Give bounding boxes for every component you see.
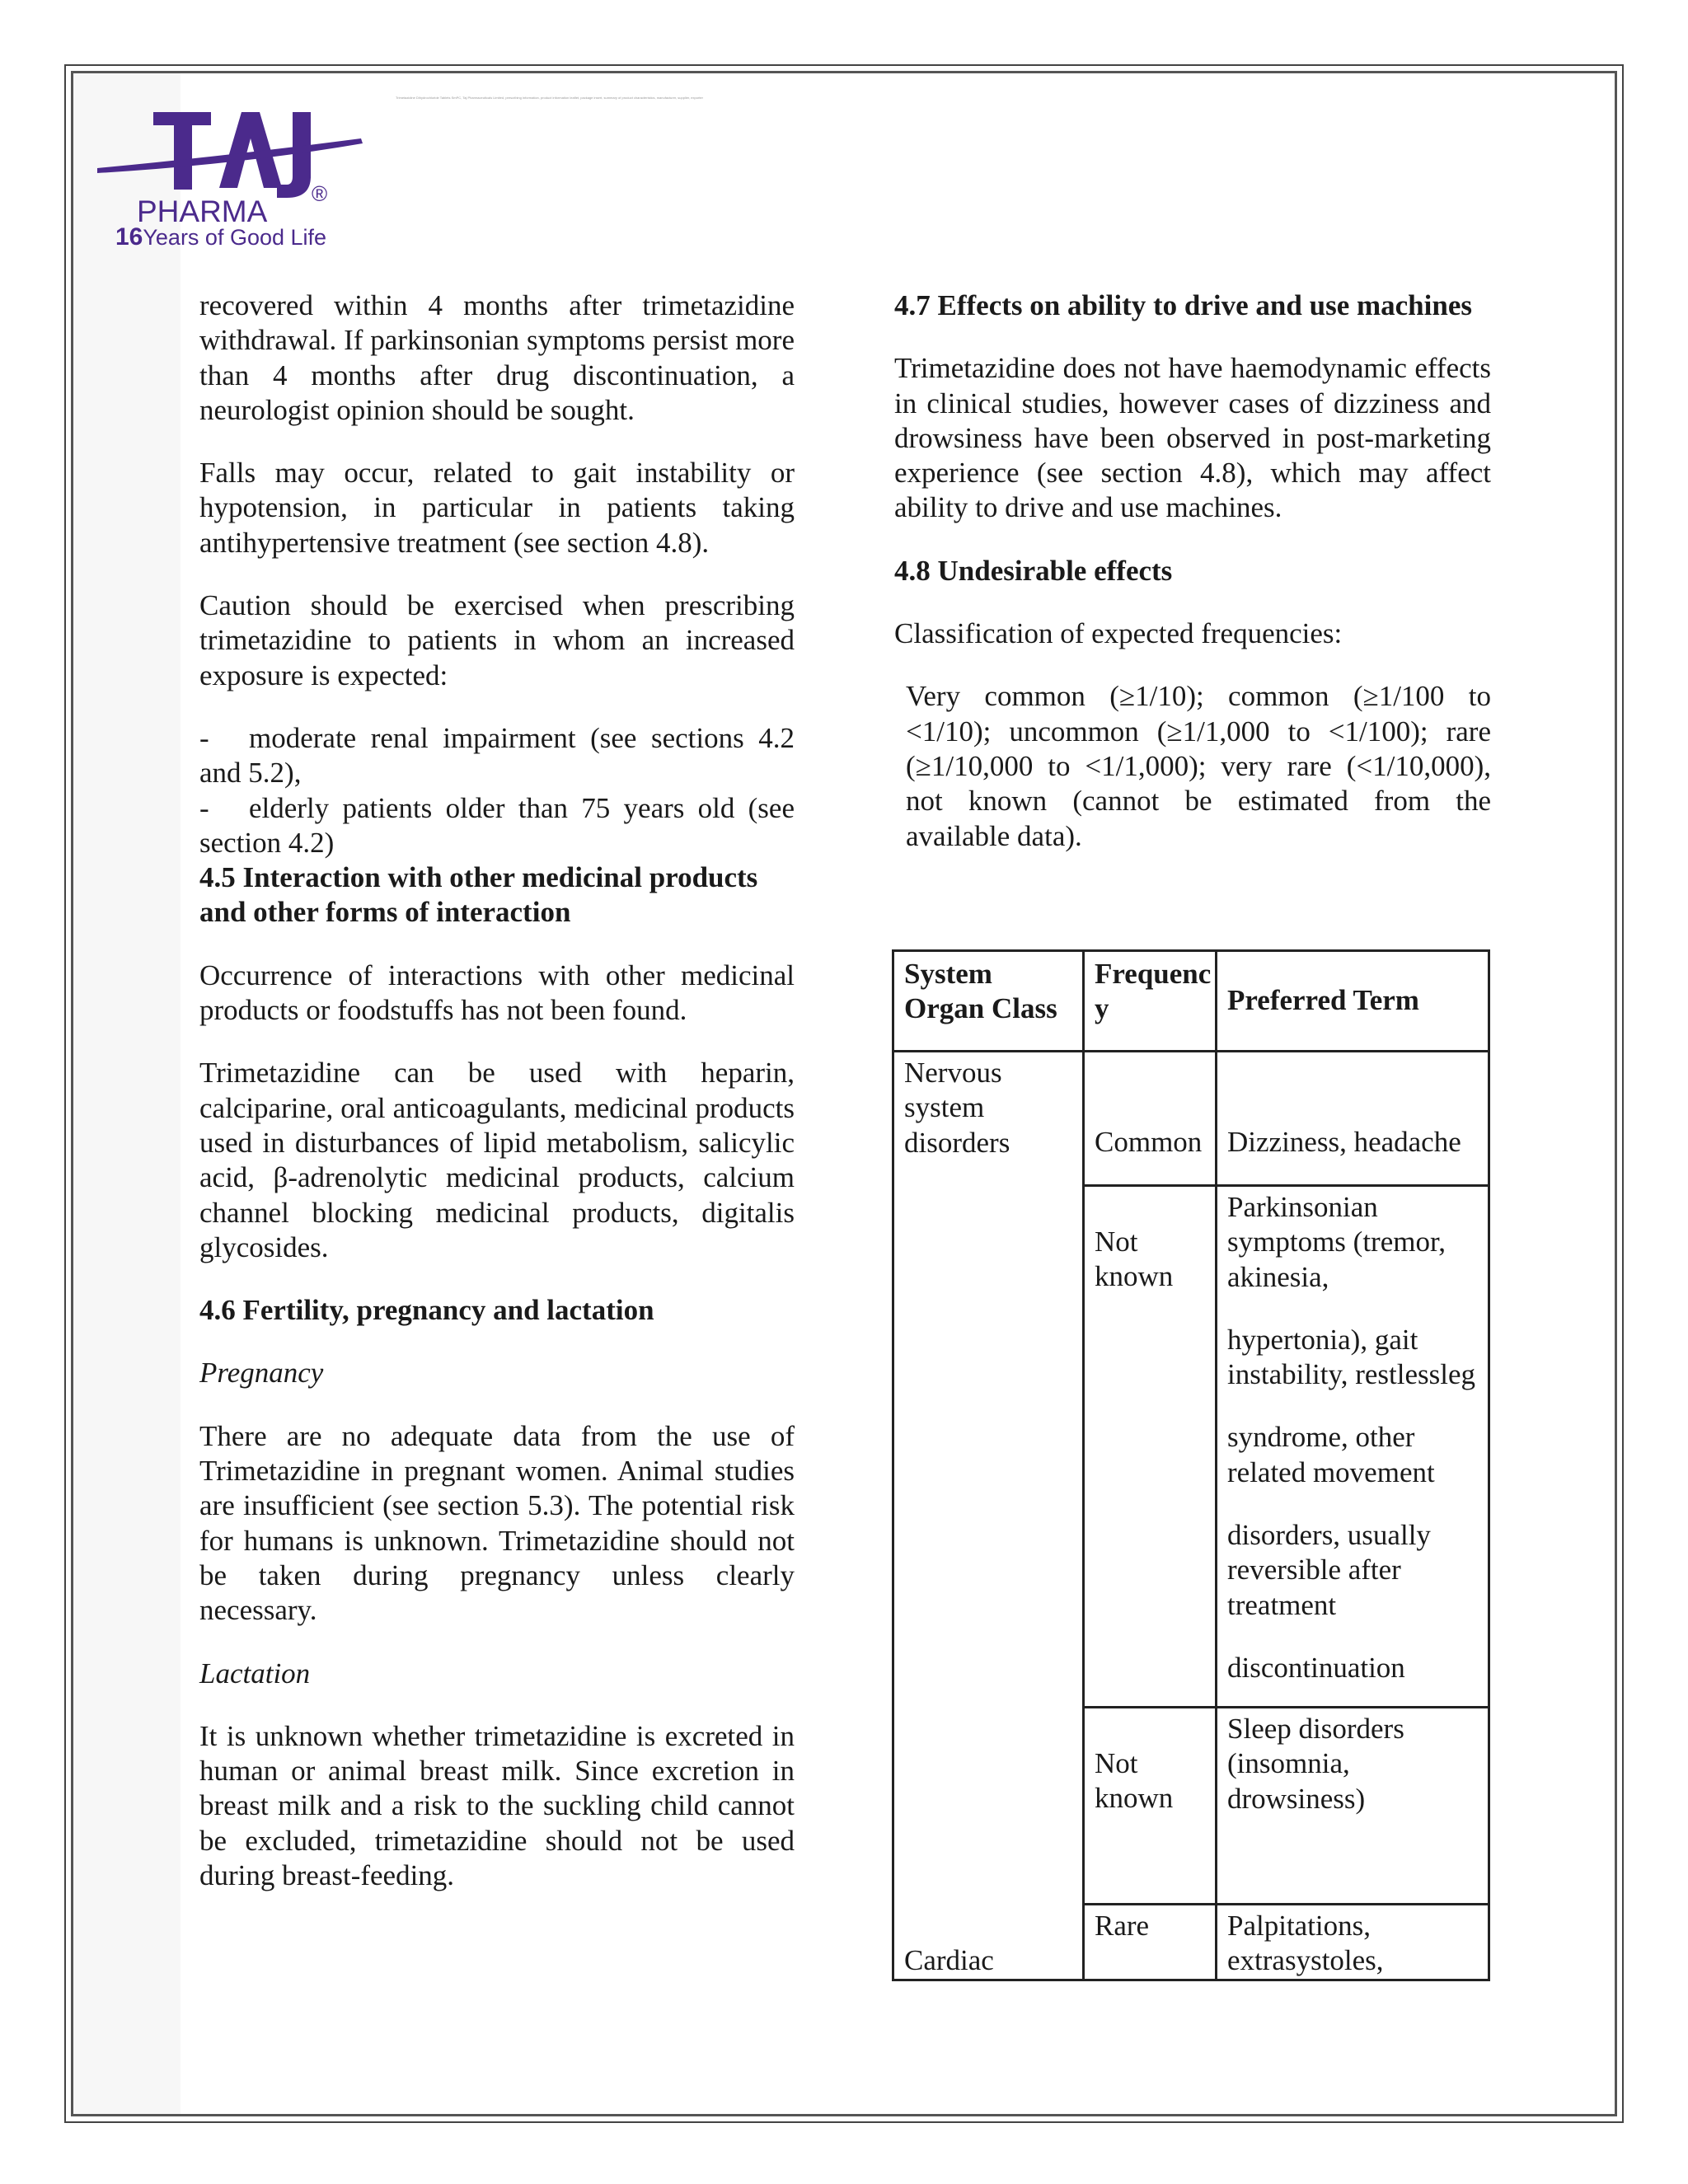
subheading-pregnancy: Pregnancy — [199, 1357, 324, 1390]
cell-frequency: Not known — [1084, 1708, 1217, 1905]
term-line: discontinuation — [1227, 1651, 1405, 1684]
table-row — [893, 1905, 1489, 1980]
logo-years-number: 16 — [115, 223, 143, 251]
section-heading-4-7: 4.7 Effects on ability to drive and use machines — [894, 289, 1472, 321]
paragraph: There are no adequate data from the use of Trimetazidine in pregnant women. Animal studies are insufficient (see section 5.3). The potential risk for humans is unknown. Trimetazidine should not be taken during pregnancy unless clearly necessary. — [199, 1419, 795, 1627]
list-dash: - — [199, 791, 209, 824]
cell-preferred-term: Dizziness, headache — [1217, 1052, 1489, 1186]
header-tagline: Trimetazidine Dihydrochloride Tablets SmPC, Taj Pharmaceuticals Limited, prescribing information, product information leaflet, package insert, summary of product characteristics, manufacturer, supplier, exporter — [396, 96, 703, 100]
logo-years-text: Years of Good Life — [143, 225, 327, 250]
right-column — [894, 288, 1491, 854]
section-heading-4-8: 4.8 Undesirable effects — [894, 554, 1173, 587]
paragraph: Occurrence of interactions with other medicinal products or foodstuffs has not been found. — [199, 958, 795, 1027]
cell-frequency: Rare — [1084, 1905, 1217, 1980]
table-header-row — [893, 951, 1489, 1052]
column-header: System Organ Class — [893, 951, 1084, 1052]
list-item — [199, 791, 795, 861]
paragraph: It is unknown whether trimetazidine is excreted in human or animal breast milk. Since excretion in breast milk and a risk to the suckling child cannot be excluded, trimetazidine should not be used during breast-feeding. — [199, 1719, 795, 1891]
paragraph: Classification of expected frequencies: — [894, 617, 1343, 650]
paragraph: Falls may occur, related to gait instability or hypotension, in particular in patients taking antihypertensive treatment (see section 4.8). — [199, 457, 795, 559]
cell-preferred-term: Sleep disorders (insomnia, drowsiness) — [1217, 1708, 1489, 1905]
adverse-effects-table — [892, 949, 1490, 1981]
term-line: hypertonia), gait instability, restlessleg — [1227, 1323, 1476, 1391]
logo-tagline — [115, 223, 326, 251]
term-line: disorders, usually reversible after treatment — [1227, 1519, 1431, 1621]
section-heading-4-6: 4.6 Fertility, pregnancy and lactation — [199, 1294, 654, 1327]
column-header: Frequenc y — [1084, 951, 1217, 1052]
list-item — [199, 721, 795, 791]
paragraph: recovered within 4 months after trimetazidine withdrawal. If parkinsonian symptoms persist more than 4 months after drug discontinuation, a neurologist opinion should be sought. — [199, 289, 795, 426]
paragraph: Caution should be exercised when prescribing trimetazidine to patients in whom an increased exposure is expected: — [199, 589, 795, 691]
cell-system-organ-class: Nervous system disorders — [893, 1052, 1084, 1905]
column-header: Preferred Term — [1217, 951, 1489, 1052]
frequency-definitions: Very common (≥1/10); common (≥1/100 to <1/10); uncommon (≥1/1,000 to <1/100); rare (≥1/10,000 to <1/1,000); very rare (<1/10,000), not known (cannot be estimated from the available data). — [906, 680, 1491, 852]
list-item-text: moderate renal impairment (see sections 4.2 and 5.2), — [199, 721, 795, 790]
logo-pharma-text: PHARMA — [137, 194, 268, 228]
left-margin-strip — [73, 73, 181, 2114]
term-line: syndrome, other related movement — [1227, 1421, 1435, 1488]
registered-mark: ® — [312, 181, 328, 206]
table-row — [893, 1052, 1489, 1186]
cell-preferred-term — [1217, 1186, 1489, 1708]
left-column — [199, 288, 795, 1893]
section-heading-4-5: 4.5 Interaction with other medicinal products and other forms of interaction — [199, 861, 758, 929]
cell-system-organ-class: Cardiac — [893, 1905, 1084, 1980]
cell-frequency: Not known — [1084, 1186, 1217, 1708]
cell-frequency: Common — [1084, 1052, 1217, 1186]
term-line: Parkinsonian symptoms (tremor, akinesia, — [1227, 1191, 1446, 1293]
list-dash: - — [199, 721, 209, 754]
paragraph: Trimetazidine does not have haemodynamic effects in clinical studies, however cases of dizziness and drowsiness have been observed in post-marketing experience (see section 4.8), which may affect ability to drive and use machines. — [894, 352, 1491, 524]
subheading-lactation: Lactation — [199, 1657, 311, 1690]
cell-preferred-term: Palpitations, extrasystoles, — [1217, 1905, 1489, 1980]
list-item-text: elderly patients older than 75 years old (see section 4.2) — [199, 791, 795, 859]
paragraph: Trimetazidine can be used with heparin, calciparine, oral anticoagulants, medicinal products used in disturbances of lipid metabolism, salicylic acid, β-adrenolytic medicinal products, calcium channel blocking medicinal products, digitalis glycosides. — [199, 1057, 795, 1263]
